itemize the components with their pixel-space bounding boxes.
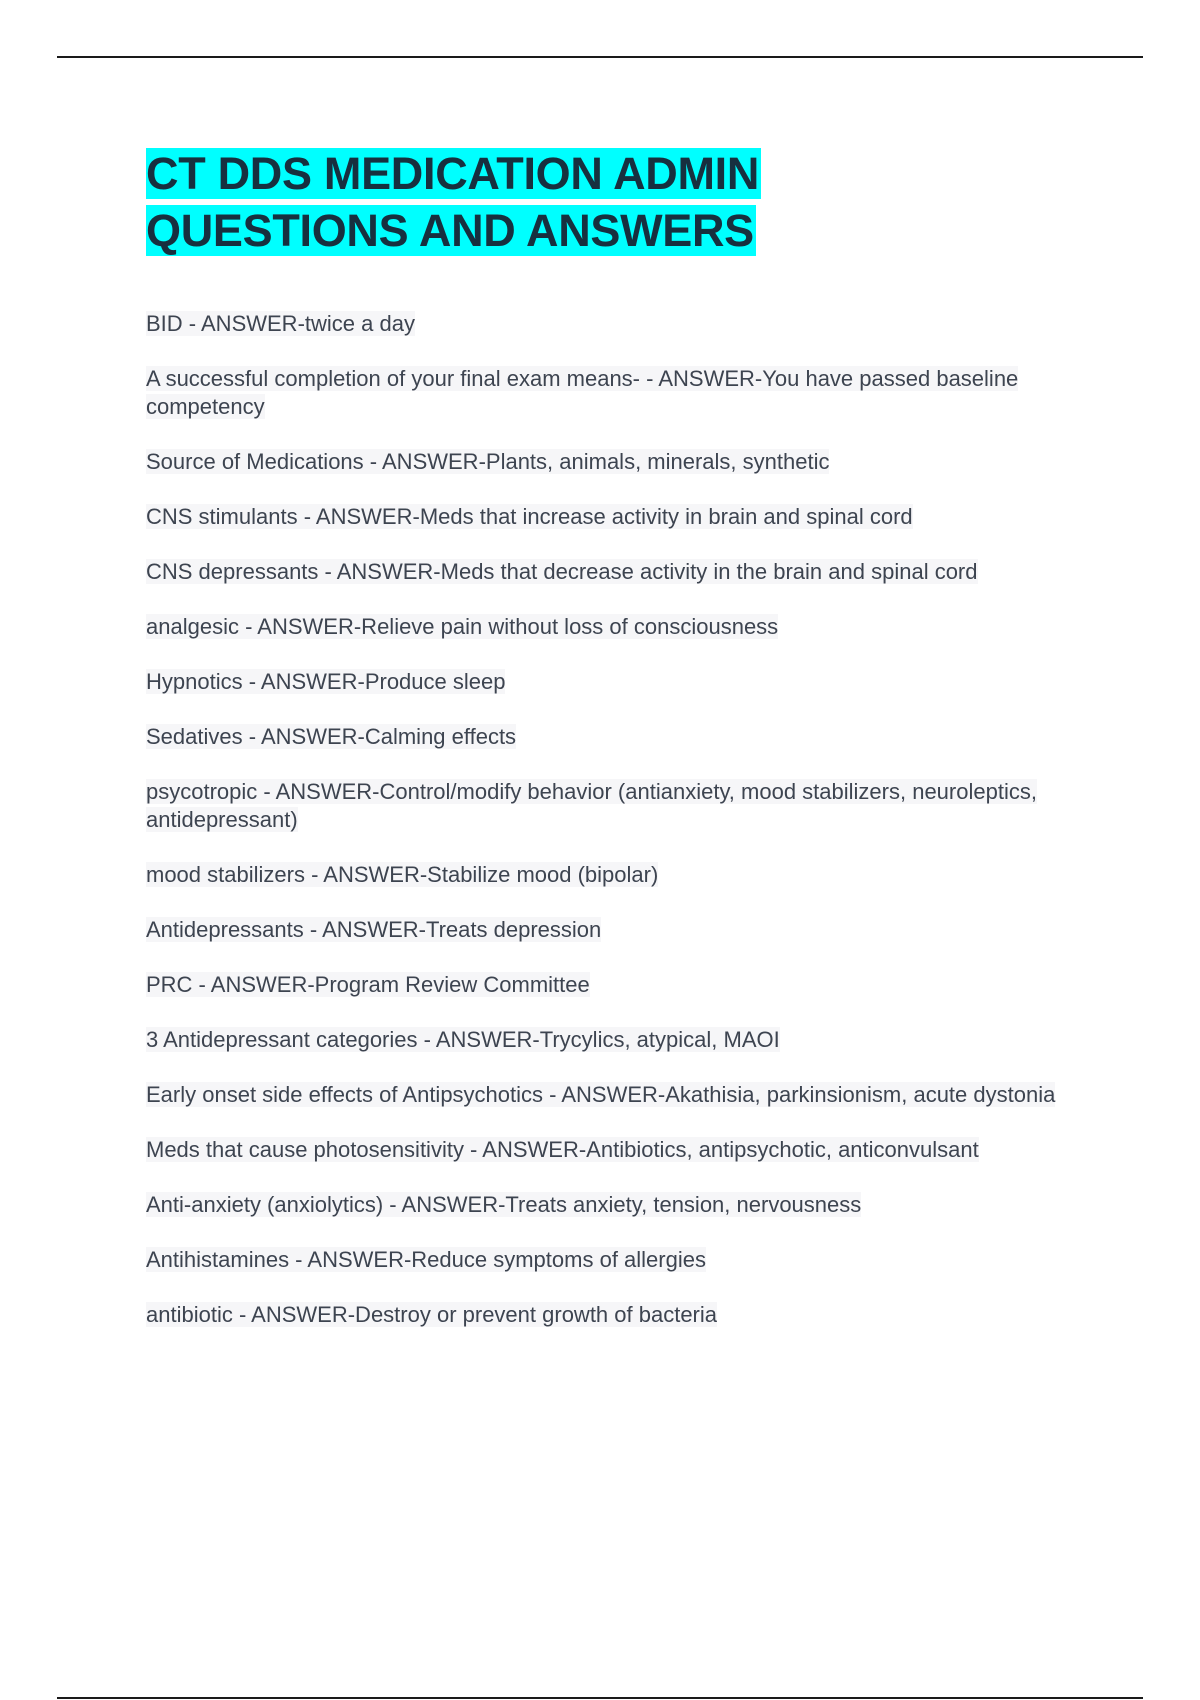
qa-item: Sedatives - ANSWER-Calming effects: [146, 724, 517, 749]
qa-item: Antidepressants - ANSWER-Treats depression: [146, 917, 602, 942]
qa-item: A successful completion of your final exam means- - ANSWER-You have passed baseline competency: [146, 366, 1019, 419]
qa-list: [146, 310, 1086, 1356]
qa-item: Antihistamines - ANSWER-Reduce symptoms of allergies: [146, 1247, 706, 1272]
title-line-1: CT DDS MEDICATION ADMIN: [146, 148, 760, 199]
footer-divider: [57, 1697, 1143, 1699]
qa-item: antibiotic - ANSWER-Destroy or prevent growth of bacteria: [146, 1302, 718, 1327]
qa-item: PRC - ANSWER-Program Review Committee: [146, 972, 590, 997]
header-divider: [57, 56, 1143, 58]
qa-item: mood stabilizers - ANSWER-Stabilize mood (bipolar): [146, 862, 659, 887]
document-title: [146, 145, 761, 259]
qa-item: CNS stimulants - ANSWER-Meds that increase activity in brain and spinal cord: [146, 504, 913, 529]
qa-item: psycotropic - ANSWER-Control/modify behavior (antianxiety, mood stabilizers, neuroleptics, antidepressant): [146, 779, 1037, 832]
title-line-2: QUESTIONS AND ANSWERS: [146, 205, 754, 256]
qa-item: Early onset side effects of Antipsychotics - ANSWER-Akathisia, parkinsionism, acute dystonia: [146, 1082, 1056, 1107]
qa-item: 3 Antidepressant categories - ANSWER-Trycylics, atypical, MAOI: [146, 1027, 780, 1052]
qa-item: Hypnotics - ANSWER-Produce sleep: [146, 669, 506, 694]
qa-item: BID - ANSWER-twice a day: [146, 311, 415, 336]
qa-item: Meds that cause photosensitivity - ANSWER-Antibiotics, antipsychotic, anticonvulsant: [146, 1137, 979, 1162]
qa-item: analgesic - ANSWER-Relieve pain without loss of consciousness: [146, 614, 779, 639]
qa-item: Anti-anxiety (anxiolytics) - ANSWER-Treats anxiety, tension, nervousness: [146, 1192, 862, 1217]
qa-item: CNS depressants - ANSWER-Meds that decrease activity in the brain and spinal cord: [146, 559, 978, 584]
qa-item: Source of Medications - ANSWER-Plants, animals, minerals, synthetic: [146, 449, 830, 474]
